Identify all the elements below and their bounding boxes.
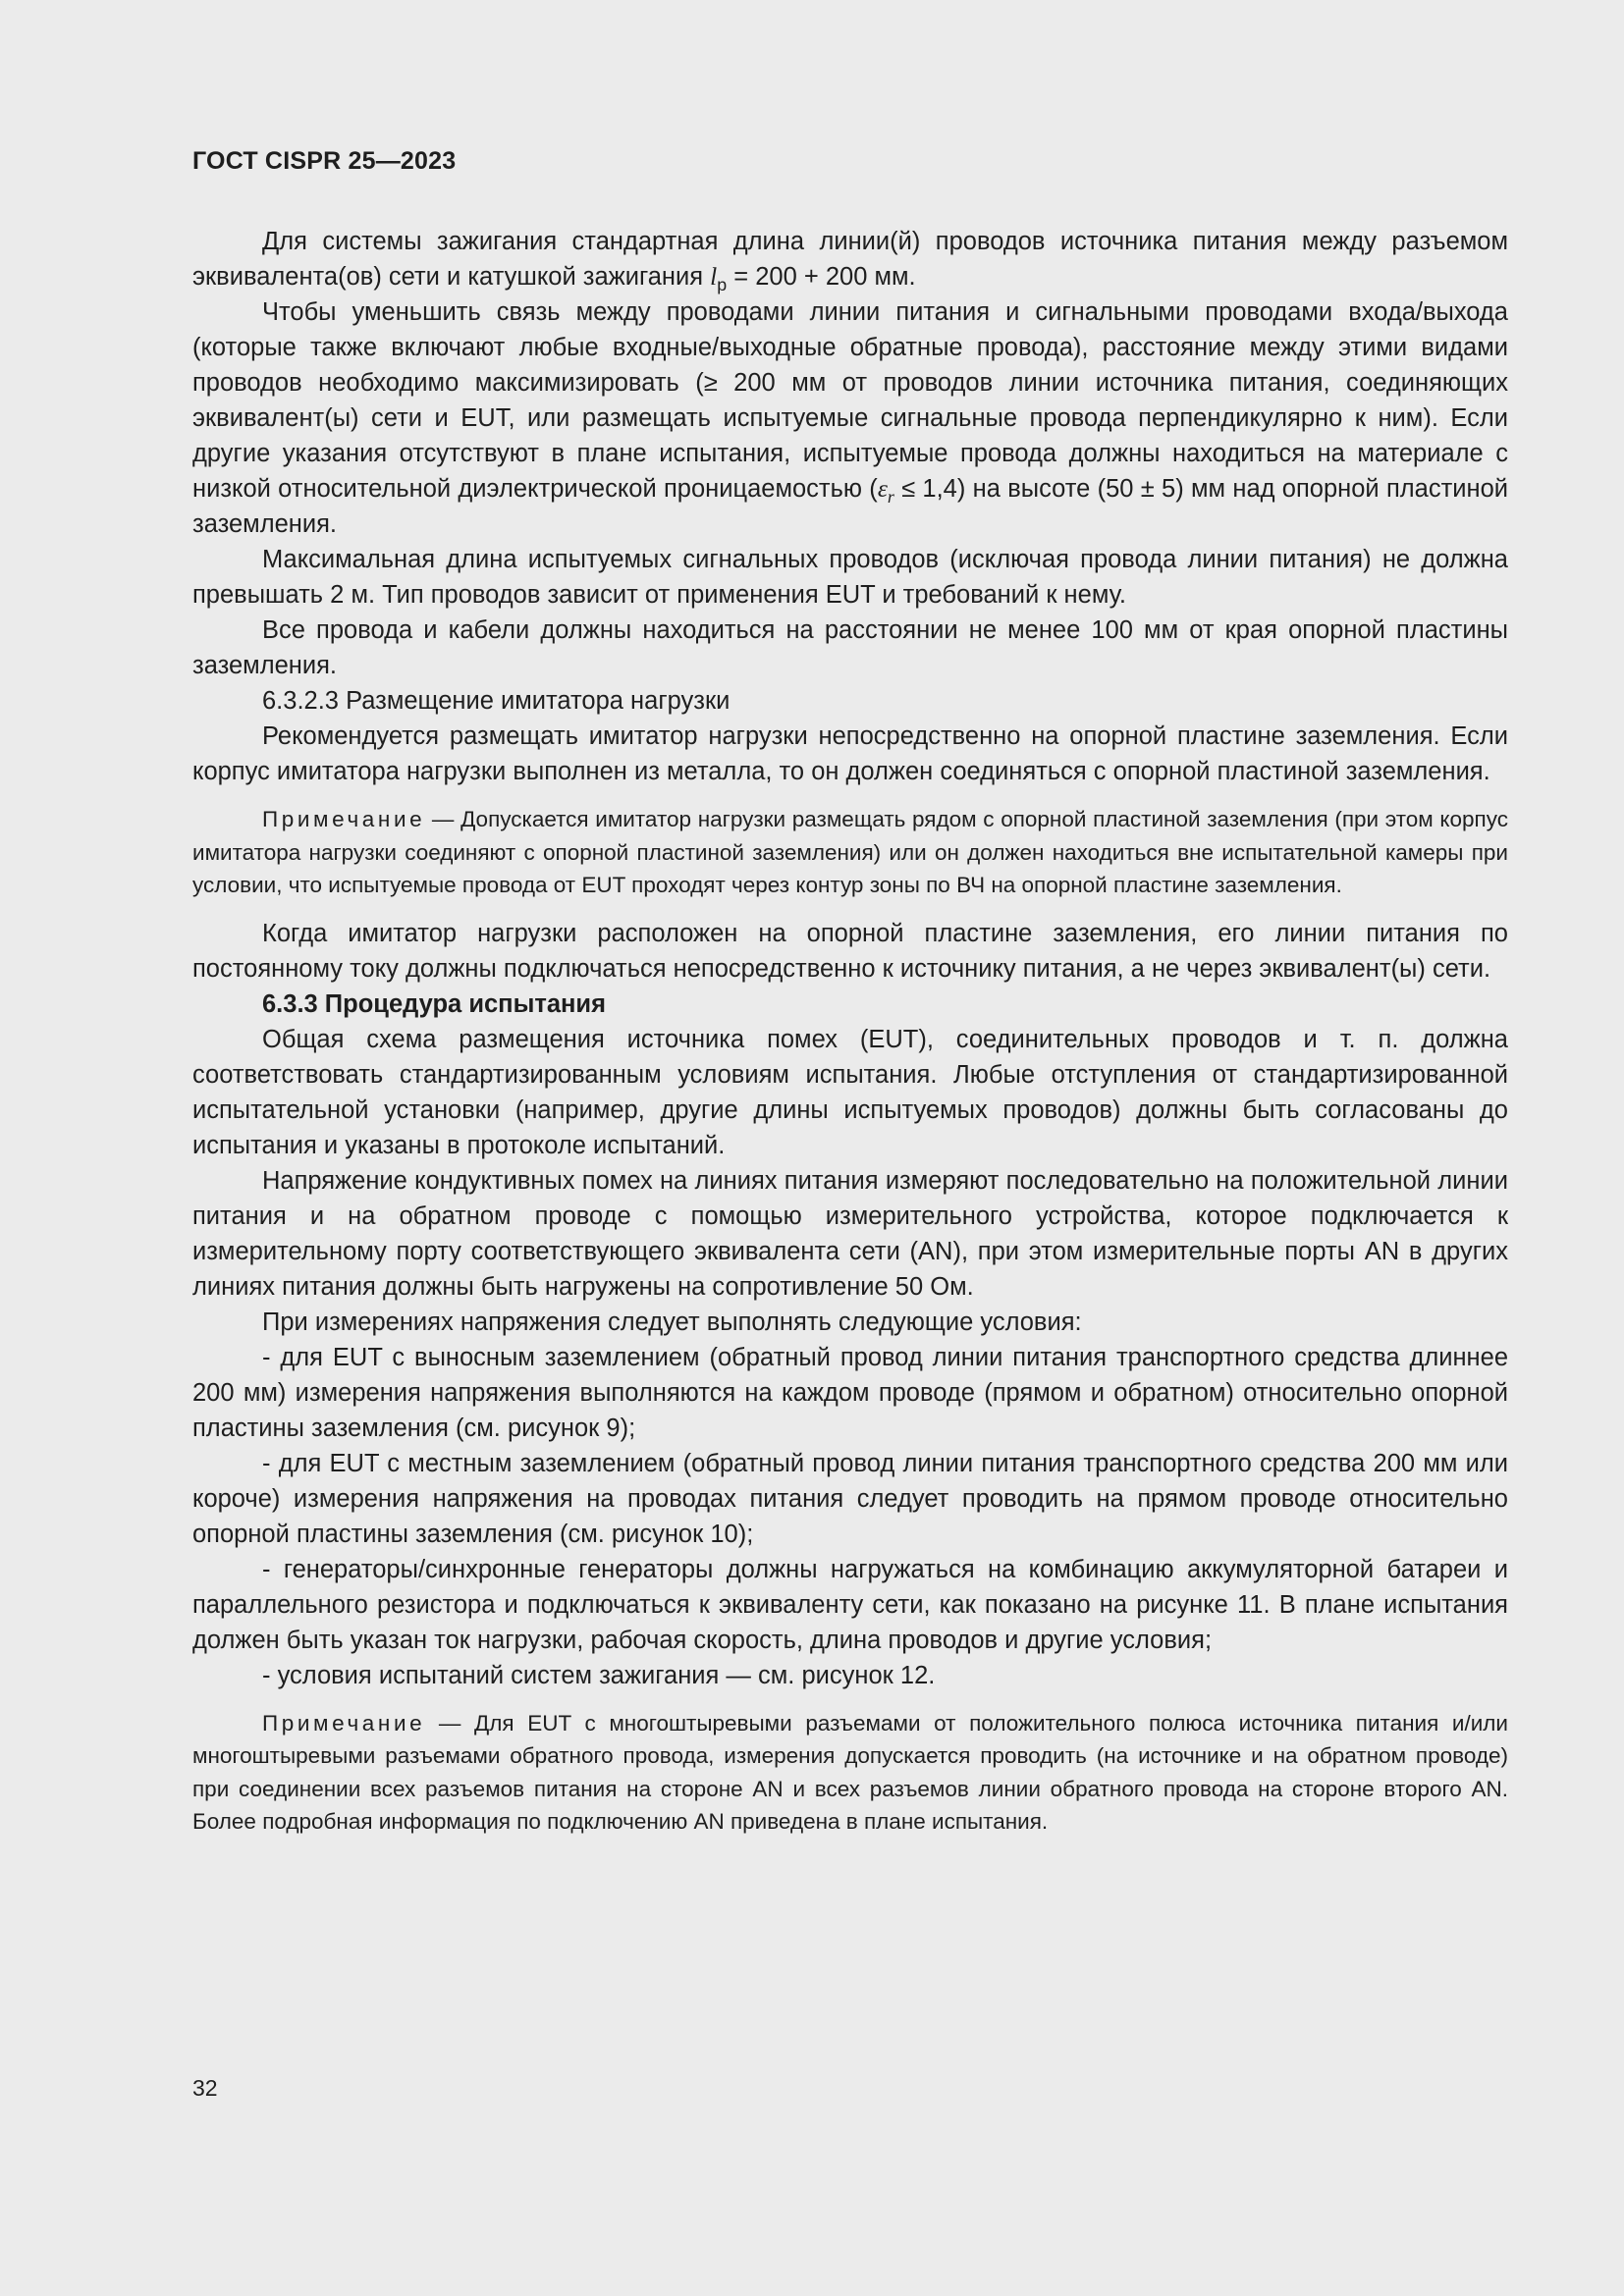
page-number: 32 xyxy=(192,2075,218,2101)
note-text: — Для EUT с многоштыревыми разъемами от положительного полюса источника питания и/или многоштыревыми разъемами обратного провода, измерения допускается проводить (на источнике и на обратном проводе) при соединении всех разъемов питания на стороне AN и всех разъемов линии обратного провода на стороне второго AN. Более подробная информация по подключению AN приведена в плане испытания. xyxy=(192,1710,1508,1834)
subscript-r: r xyxy=(887,487,894,507)
note-multipin-connectors xyxy=(192,1707,1508,1839)
paragraph-load-simulator: Рекомендуется размещать имитатор нагрузки непосредственно на опорной пластине заземления. Если корпус имитатора нагрузки выполнен из металла, то он должен соединяться с опорной пластиной заземления. xyxy=(192,722,1508,785)
section-heading-6-3-3: 6.3.3 Процедура испытания xyxy=(262,989,606,1018)
list-item-local-ground: - для EUT с местным заземлением (обратный провод линии питания транспортного средства 200 мм или короче) измерения напряжения на проводах питания следует проводить на прямом проводе относительно опорной пластины заземления (см. рисунок 10); xyxy=(192,1449,1508,1548)
text-run: Для системы зажигания стандартная длина линии(й) проводов источника питания между разъемом эквивалента(ов) сети и катушкой зажигания xyxy=(192,228,1508,291)
paragraph-coupling xyxy=(192,294,1508,542)
paragraph-general-layout: Общая схема размещения источника помех (EUT), соединительных проводов и т. п. должна соответствовать стандартизированным условиям испытания. Любые отступления от стандартизированной испытательной установки (например, другие длины испытуемых проводов) должны быть согласованы до испытания и указаны в протоколе испытаний. xyxy=(192,1025,1508,1159)
note-text: — Допускается имитатор нагрузки размещать рядом с опорной пластиной заземления (при этом корпус имитатора нагрузки соединяют с опорной пластиной заземления) или он должен находиться вне испытательной камеры при условии, что испытуемые провода от EUT проходят через контур зоны по ВЧ на опорной пластине заземления. xyxy=(192,807,1508,897)
paragraph-conducted-voltage: Напряжение кондуктивных помех на линиях питания измеряют последовательно на положительной линии питания и на обратном проводе с помощью измерительного устройства, которое подключается к измерительному порту соответствующего эквивалента сети (AN), при этом измерительные порты AN в других линиях питания должны быть нагружены на сопротивление 50 Ом. xyxy=(192,1166,1508,1301)
note-label: Примечание xyxy=(262,807,426,831)
document-header: ГОСТ CISPR 25—2023 xyxy=(192,147,457,175)
list-item-generators: - генераторы/синхронные генераторы должны нагружаться на комбинацию аккумуляторной батареи и параллельного резистора и подключаться к эквиваленту сети, как показано на рисунке 11. В плане испытания должен быть указан ток нагрузки, рабочая скорость, длина проводов и другие условия; xyxy=(192,1555,1508,1654)
note-load-simulator xyxy=(192,803,1508,902)
paragraph-conditions-intro: При измерениях напряжения следует выполнять следующие условия: xyxy=(262,1308,1082,1336)
page-body xyxy=(192,224,1508,1852)
list-item-remote-ground: - для EUT с выносным заземлением (обратный провод линии питания транспортного средства длиннее 200 мм) измерения напряжения выполняются на каждом проводе (прямом и обратном) относительно опорной пластины заземления (см. рисунок 9); xyxy=(192,1343,1508,1442)
note-label: Примечание xyxy=(262,1710,426,1735)
paragraph-cable-distance: Все провода и кабели должны находиться на расстоянии не менее 100 мм от края опорной пластины заземления. xyxy=(192,616,1508,679)
paragraph-ignition-line-length xyxy=(192,224,1508,294)
text-run: = 200 + 200 мм. xyxy=(727,263,916,291)
list-item-ignition: - условия испытаний систем зажигания — см. рисунок 12. xyxy=(262,1661,936,1689)
paragraph-simulator-dc-lines: Когда имитатор нагрузки расположен на опорной пластине заземления, его линии питания по постоянному току должны подключаться непосредственно к источнику питания, а не через эквивалент(ы) сети. xyxy=(192,919,1508,983)
text-run: ≤ 1,4) на высоте (50 ± 5) мм над опорной пластиной заземления. xyxy=(192,475,1509,538)
paragraph-max-length: Максимальная длина испытуемых сигнальных проводов (исключая провода линии питания) не должна превышать 2 м. Тип проводов зависит от применения EUT и требований к нему. xyxy=(192,546,1508,609)
symbol-epsilon: ε xyxy=(877,474,888,503)
symbol-l: l xyxy=(710,262,718,291)
text-run: Чтобы уменьшить связь между проводами линии питания и сигнальными проводами входа/выхода (которые также включают любые входные/выходные обратные провода), расстояние между этими видами проводов необходимо максимизировать (≥ 200 мм от проводов линии источника питания, соединяющих эквивалент(ы) сети и EUT, или размещать испытуемые сигнальные провода перпендикулярно к ним). Если другие указания отсутствуют в плане испытания, испытуемые провода должны находиться на материале с низкой относительной диэлектрической проницаемостью ( xyxy=(192,298,1508,503)
subsection-title-6-3-2-3: 6.3.2.3 Размещение имитатора нагрузки xyxy=(262,687,731,715)
subscript-p: p xyxy=(717,275,728,295)
